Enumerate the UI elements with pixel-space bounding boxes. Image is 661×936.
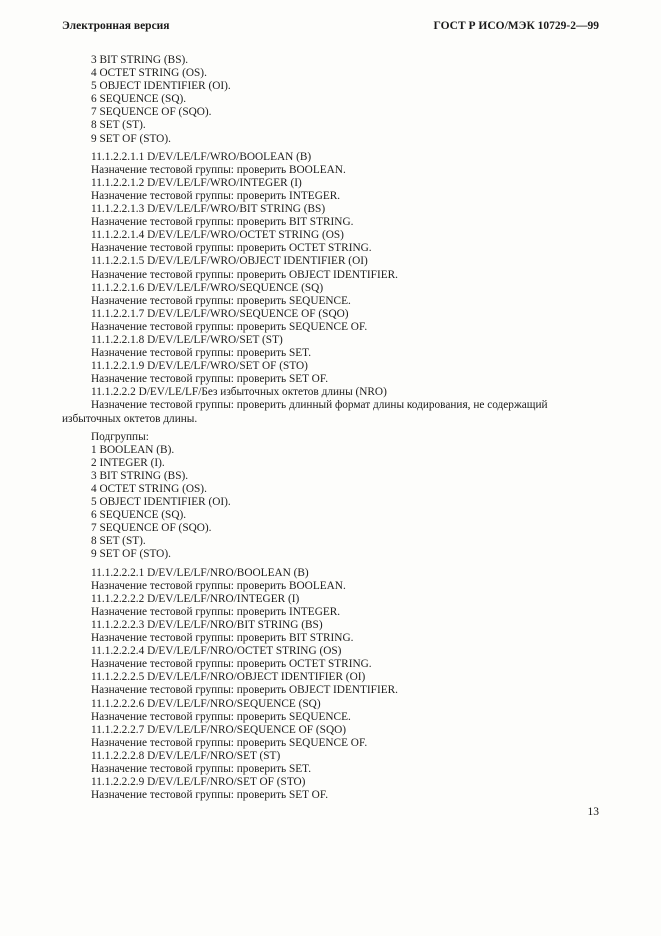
test-groups-wro bbox=[62, 151, 599, 426]
section-heading: 11.1.2.2.1.9 D/EV/LE/LF/WRO/SET OF (STO) bbox=[91, 360, 308, 373]
list-item: 4 OCTET STRING (OS). bbox=[91, 483, 207, 495]
section-heading: 11.1.2.2.1.1 D/EV/LE/LF/WRO/BOOLEAN (B) bbox=[91, 150, 312, 163]
section-purpose: Назначение тестовой группы: проверить BOOLEAN. bbox=[91, 579, 346, 592]
list-item: 6 SEQUENCE (SQ). bbox=[91, 509, 187, 522]
section-heading: 11.1.2.2.1.2 D/EV/LE/LF/WRO/INTEGER (I) bbox=[91, 176, 302, 189]
section-heading: 11.1.2.2.1.6 D/EV/LE/LF/WRO/SEQUENCE (SQ) bbox=[91, 281, 324, 294]
section-purpose: Назначение тестовой группы: проверить OCTET STRING. bbox=[91, 658, 372, 671]
section-purpose: Назначение тестовой группы: проверить SET. bbox=[91, 762, 312, 775]
section-purpose: Назначение тестовой группы: проверить OBJECT IDENTIFIER. bbox=[91, 684, 398, 697]
page-header bbox=[62, 20, 599, 32]
section-heading: 11.1.2.2.2.9 D/EV/LE/LF/NRO/SET OF (STO) bbox=[91, 776, 306, 789]
section-purpose: Назначение тестовой группы: проверить BIT STRING. bbox=[91, 632, 354, 645]
section-purpose: Назначение тестовой группы: проверить SEQUENCE OF. bbox=[91, 736, 368, 749]
section-heading: 11.1.2.2.2.7 D/EV/LE/LF/NRO/SEQUENCE OF (SQO) bbox=[91, 723, 347, 736]
section-purpose: Назначение тестовой группы: проверить BIT STRING. bbox=[91, 216, 354, 229]
list-item: 8 SET (ST). bbox=[91, 535, 146, 548]
header-standard-id: ГОСТ Р ИСО/МЭК 10729-2—99 bbox=[433, 20, 599, 32]
section-purpose: Назначение тестовой группы: проверить INTEGER. bbox=[91, 189, 341, 202]
section-heading: 11.1.2.2.1.3 D/EV/LE/LF/WRO/BIT STRING (BS) bbox=[91, 203, 326, 216]
list-item: 3 BIT STRING (BS). bbox=[91, 469, 189, 482]
section-purpose: Назначение тестовой группы: проверить SEQUENCE. bbox=[91, 294, 351, 307]
section-heading: 11.1.2.2.2.2 D/EV/LE/LF/NRO/INTEGER (I) bbox=[91, 592, 300, 605]
list-item: 1 BOOLEAN (B). bbox=[91, 443, 175, 456]
test-groups-nro bbox=[62, 567, 599, 803]
list-item: 6 SEQUENCE (SQ). bbox=[91, 93, 187, 106]
section-purpose: Назначение тестовой группы: проверить OBJECT IDENTIFIER. bbox=[91, 268, 398, 281]
section-heading: 11.1.2.2.1.8 D/EV/LE/LF/WRO/SET (ST) bbox=[91, 333, 283, 346]
list-item: 2 INTEGER (I). bbox=[91, 456, 165, 469]
list-item: 7 SEQUENCE OF (SQO). bbox=[91, 522, 212, 535]
section-purpose: Назначение тестовой группы: проверить SET OF. bbox=[91, 373, 329, 386]
section-heading: 11.1.2.2.1.4 D/EV/LE/LF/WRO/OCTET STRING (OS) bbox=[91, 229, 344, 242]
list-item: 4 OCTET STRING (OS). bbox=[91, 67, 207, 80]
document-body bbox=[62, 54, 599, 802]
page-number: 13 bbox=[587, 806, 599, 818]
section-purpose: Назначение тестовой группы: проверить SET. bbox=[91, 347, 312, 360]
section-heading: 11.1.2.2.1.5 D/EV/LE/LF/WRO/OBJECT IDENTIFIER (OI) bbox=[91, 255, 368, 268]
section-purpose: Назначение тестовой группы: проверить SEQUENCE. bbox=[91, 710, 351, 723]
section-heading: 11.1.2.2.2 D/EV/LE/LF/Без избыточных октетов длины (NRO) bbox=[91, 386, 387, 399]
section-heading: 11.1.2.2.2.4 D/EV/LE/LF/NRO/OCTET STRING (OS) bbox=[91, 645, 342, 658]
subgroups-label: Подгруппы: bbox=[91, 430, 149, 443]
list-item: 5 OBJECT IDENTIFIER (OI). bbox=[91, 80, 231, 93]
section-heading: 11.1.2.2.1.7 D/EV/LE/LF/WRO/SEQUENCE OF (SQO) bbox=[91, 307, 349, 320]
subgroup-list-nro bbox=[62, 431, 599, 562]
list-item: 8 SET (ST). bbox=[91, 119, 146, 132]
list-item: 7 SEQUENCE OF (SQO). bbox=[91, 106, 212, 119]
list-item: 9 SET OF (STO). bbox=[91, 548, 171, 561]
section-purpose: Назначение тестовой группы: проверить SEQUENCE OF. bbox=[91, 320, 368, 333]
section-heading: 11.1.2.2.2.5 D/EV/LE/LF/NRO/OBJECT IDENTIFIER (OI) bbox=[91, 671, 366, 684]
section-purpose: Назначение тестовой группы: проверить SET OF. bbox=[91, 789, 329, 802]
section-heading: 11.1.2.2.2.1 D/EV/LE/LF/NRO/BOOLEAN (B) bbox=[91, 566, 309, 579]
section-purpose: Назначение тестовой группы: проверить BOOLEAN. bbox=[91, 163, 346, 176]
header-edition-label: Электронная версия bbox=[62, 20, 170, 32]
list-item: 5 OBJECT IDENTIFIER (OI). bbox=[91, 496, 231, 509]
section-heading: 11.1.2.2.2.3 D/EV/LE/LF/NRO/BIT STRING (BS) bbox=[91, 618, 323, 631]
section-heading: 11.1.2.2.2.8 D/EV/LE/LF/NRO/SET (ST) bbox=[91, 749, 281, 762]
section-purpose: Назначение тестовой группы: проверить INTEGER. bbox=[91, 605, 341, 618]
subgroup-list-wro bbox=[62, 54, 599, 146]
section-heading: 11.1.2.2.2.6 D/EV/LE/LF/NRO/SEQUENCE (SQ) bbox=[91, 697, 321, 710]
list-item: 3 BIT STRING (BS). bbox=[91, 54, 189, 66]
section-purpose: Назначение тестовой группы: проверить OCTET STRING. bbox=[91, 242, 372, 255]
section-purpose: Назначение тестовой группы: проверить длинный формат длины кодирования, не содержащий избыточных октетов длины. bbox=[62, 399, 548, 425]
list-item: 9 SET OF (STO). bbox=[91, 132, 171, 145]
